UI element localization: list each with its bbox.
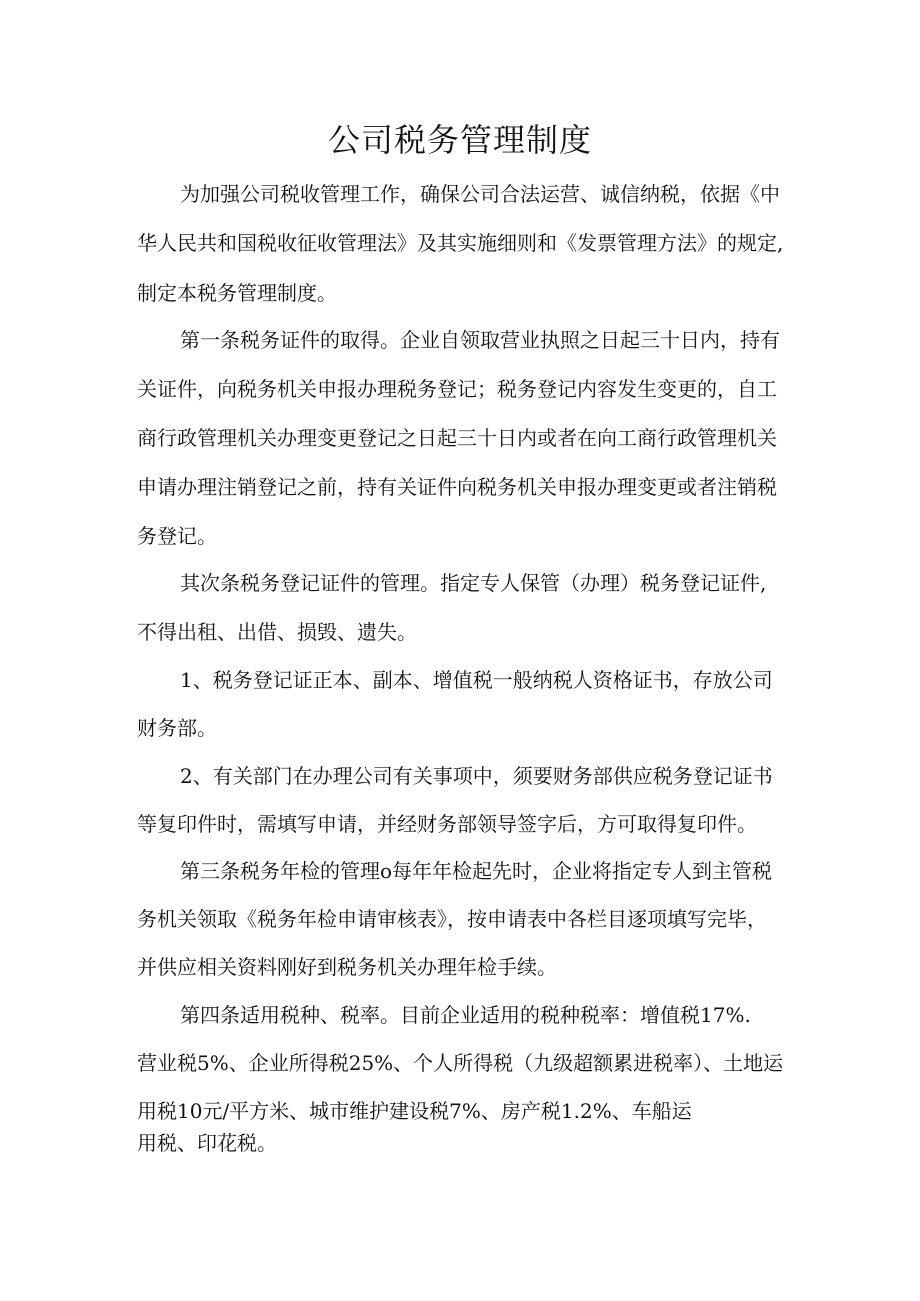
article-4-line-2: 营业税5%、企业所得税25%、个人所得税（九级超额累进税率）、土地运	[137, 1051, 784, 1075]
article-4-line-4: 用税、印花税。	[137, 1131, 277, 1155]
article-1-line-2: 关证件，向税务机关申报办理税务登记；税务登记内容发生变更的，自工	[137, 377, 777, 401]
item-2-line-2: 等复印件时，需填写申请，并经财务部领导签字后，方可取得复印件。	[137, 812, 757, 836]
article-1-line-1: 第一条税务证件的取得。企业自领取营业执照之日起三十日内，持有	[180, 328, 780, 352]
article-2-line-1: 其次条税务登记证件的管理。指定专人保管（办理）税务登记证件,	[180, 571, 767, 595]
item-2-line-1: 2、有关部门在办理公司有关事项中，须要财务部供应税务登记证书	[180, 764, 773, 788]
article-1-line-5: 务登记。	[137, 524, 217, 548]
para-intro-line-2: 华人民共和国税收征收管理法》及其实施细则和《发票管理方法》的规定,	[137, 231, 784, 255]
article-1-line-4: 申请办理注销登记之前，持有关证件向税务机关申报办理变更或者注销税	[137, 475, 777, 499]
document-title: 公司税务管理制度	[327, 121, 592, 159]
para-intro-line-3: 制定本税务管理制度。	[137, 281, 337, 305]
article-3-line-3: 并供应相关资料刚好到税务机关办理年检手续。	[137, 955, 557, 979]
article-1-line-3: 商行政管理机关办理变更登记之日起三十日内或者在向工商行政管理机关	[137, 426, 777, 450]
article-4-line-1: 第四条适用税种、税率。目前企业适用的税种税率：增值税17%.	[180, 1003, 751, 1027]
article-3-line-2: 务机关领取《税务年检申请审核表》，按申请表中各栏目逐项填写完毕，	[137, 907, 767, 931]
item-1-line-2: 财务部。	[137, 716, 217, 740]
article-3-line-1: 第三条税务年检的管理o每年年检起先时，企业将指定专人到主管税	[180, 859, 773, 883]
item-1-line-1: 1、税务登记证正本、副本、增值税一般纳税人资格证书，存放公司	[180, 668, 773, 692]
para-intro-line-1: 为加强公司税收管理工作，确保公司合法运营、诚信纳税，依据《中	[180, 182, 780, 206]
article-4-line-3: 用税10元/平方米、城市维护建设税7%、房产税1.2%、车船运	[137, 1099, 692, 1123]
article-2-line-2: 不得出租、出借、损毁、遗失。	[137, 620, 417, 644]
